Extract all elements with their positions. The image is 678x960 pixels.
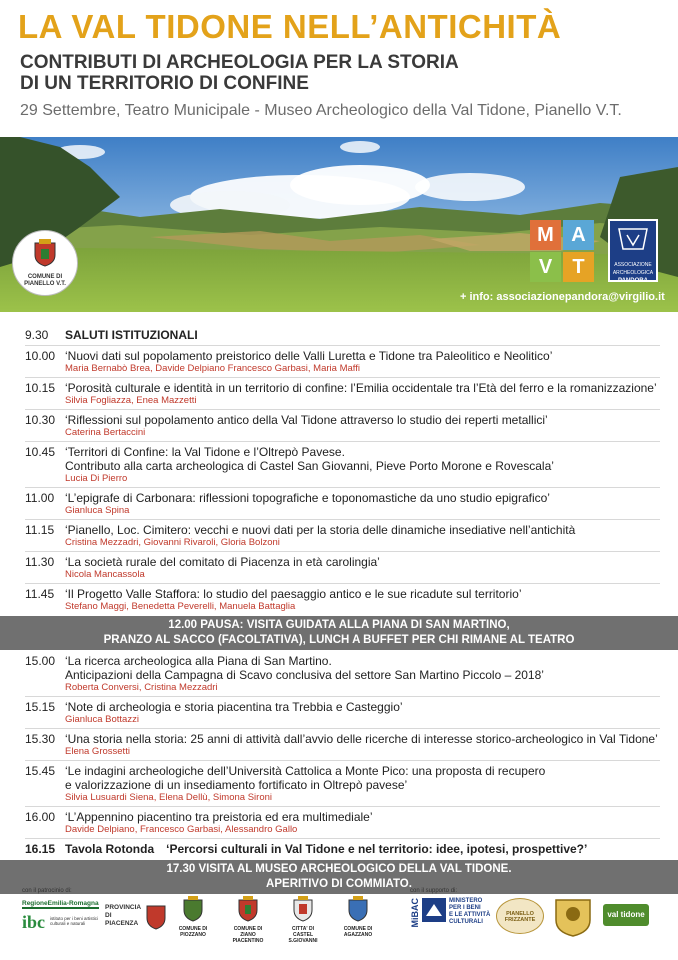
closing-line: 17.30 VISITA AL MUSEO ARCHEOLOGICO DELLA VAL TIDONE.	[166, 863, 512, 875]
patronage-label: con il patrocinio di:	[22, 888, 72, 894]
talk-authors: Elena Grossetti	[65, 746, 130, 757]
talk-title: ‘Pianello, Loc. Cimitero: vecchi e nuovi dati per la storia delle dinamiche insediative nell’antichità	[65, 523, 576, 537]
closing-line: APERITIVO DI COMMIATO.	[266, 878, 412, 890]
talk-title: ‘L’epigrafe di Carbonara: riflessioni topografiche e toponomastiche da uno studio epigrafico’	[65, 491, 550, 505]
schedule-item	[0, 491, 678, 517]
header	[0, 0, 678, 135]
divider	[25, 377, 660, 378]
comune-line: CITTA' DI	[292, 926, 314, 932]
subtitle-line: CONTRIBUTI DI ARCHEOLOGIA PER LA STORIA	[20, 52, 459, 73]
session-time: 10.15	[25, 381, 56, 395]
comune-piozzano-label	[170, 926, 216, 938]
talk-title: ‘L’Appennino piacentino tra preistoria ed era multimediale’	[65, 810, 373, 824]
talk-authors: Gianluca Bottazzi	[65, 714, 139, 725]
schedule-item	[0, 555, 678, 581]
page-title: LA VAL TIDONE NELL’ANTICHITÀ	[18, 8, 562, 45]
page-subtitle	[20, 52, 459, 94]
regione-logo: RegioneEmilia-Romagna	[22, 900, 99, 907]
divider	[25, 519, 660, 520]
roundtable-title: ‘Percorsi culturali in Val Tidone e nel territorio: idee, ipotesi, prospettive?’	[166, 842, 588, 856]
pandora-logo	[608, 219, 658, 282]
schedule-item	[0, 700, 678, 726]
mavt-letter: A	[563, 220, 594, 250]
session-time: 11.45	[25, 587, 55, 601]
sponsors-footer	[0, 882, 678, 960]
session-time: 11.00	[25, 491, 55, 505]
session-time: 16.15	[25, 842, 56, 856]
event-dateline: 29 Settembre, Teatro Municipale - Museo Archeologico della Val Tidone, Pianello V.T.	[20, 102, 622, 119]
talk-title: ‘Una storia nella storia: 25 anni di attività dall’avvio delle ricerche di interesse storico-archeologico in Val Tidone’	[65, 732, 658, 746]
ministero-line: E LE ATTIVITÀ	[449, 912, 491, 918]
talk-title: ‘Le indagini archeologiche dell’Università Cattolica a Monte Pico: una proposta di recupero	[65, 764, 546, 778]
divider	[25, 760, 660, 761]
talk-authors: Gianluca Spina	[65, 505, 130, 516]
divider	[25, 409, 660, 410]
break-line: PRANZO AL SACCO (FACOLTATIVA), LUNCH A BUFFET PER CHI RIMANE AL TEATRO	[103, 634, 575, 646]
lunch-break-band	[0, 616, 678, 650]
session-time: 15.00	[25, 654, 56, 668]
divider	[25, 345, 660, 346]
session-time: 15.45	[25, 764, 56, 778]
talk-title-continued: e valorizzazione di un insediamento fortificato in Oltrepò pavese’	[65, 778, 408, 792]
comune-label: PIANELLO V.T.	[24, 281, 66, 287]
comune-line: ZIANO PIACENTINO	[232, 932, 264, 944]
talk-authors: Cristina Mezzadri, Giovanni Rivaroli, Gloria Bolzoni	[65, 537, 280, 548]
comune-line: COMUNE DI	[178, 926, 208, 932]
comune-line: COMUNE DI	[343, 926, 373, 932]
divider	[25, 728, 660, 729]
piozzano-shield-icon	[183, 896, 203, 922]
session-time: 10.30	[25, 413, 56, 427]
talk-title: ‘La società rurale del comitato di Piacenza in età carolingia’	[65, 555, 380, 569]
ministero-line: PER I BENI	[449, 905, 481, 911]
talk-title: ‘Note di archeologia e storia piacentina tra Trebbia e Casteggio’	[65, 700, 403, 714]
comune-pianello-logo	[12, 230, 78, 296]
session-title: SALUTI ISTITUZIONALI	[65, 328, 198, 342]
ministero-emblem-icon	[422, 898, 446, 922]
schedule-item	[0, 810, 678, 836]
schedule-item	[0, 654, 678, 694]
val-tidone-logo: val tidone	[603, 904, 649, 926]
pandora-label: ARCHEOLOGICA	[612, 270, 654, 276]
talk-authors: Silvia Lusuardi Siena, Elena Dellù, Simona Sironi	[65, 792, 273, 803]
schedule-item	[0, 764, 678, 804]
talk-authors: Roberta Conversi, Cristina Mezzadri	[65, 682, 218, 693]
talk-authors: Silvia Fogliazza, Enea Mazzetti	[65, 395, 197, 406]
ministero-line: CULTURALI	[449, 919, 483, 925]
program-schedule	[0, 328, 678, 894]
talk-title-continued: Contributo alla carta archeologica di Castel San Giovanni, Pieve Porto Morone e Rovescala’	[65, 459, 554, 473]
mavt-letter: T	[563, 252, 594, 282]
talk-title-continued: Anticipazioni della Campagna di Scavo conclusiva del settore San Martino Piccolo – 2018’	[65, 668, 544, 682]
agazzano-shield-icon	[348, 896, 368, 922]
session-time: 15.15	[25, 700, 56, 714]
divider	[25, 487, 660, 488]
talk-authors: Davide Delpiano, Francesco Garbasi, Alessandro Gallo	[65, 824, 298, 835]
comune-line: PIOZZANO	[180, 932, 206, 938]
mavt-logo	[530, 220, 594, 282]
schedule-item	[0, 381, 678, 407]
schedule-item	[0, 732, 678, 758]
support-label: con il supporto di:	[410, 888, 458, 894]
ibc-logo: ibc	[22, 912, 46, 932]
info-contact: + info: associazionepandora@virgilio.it	[460, 291, 665, 303]
comune-ziano-label	[225, 926, 271, 944]
ministero-label	[449, 898, 490, 926]
talk-authors: Stefano Maggi, Benedetta Peverelli, Manuela Battaglia	[65, 601, 296, 612]
pandora-emblem-icon	[613, 225, 653, 255]
divider	[25, 806, 660, 807]
ibc-description: istituto per i beni artistici culturali e naturali	[50, 916, 99, 926]
provincia-logo: PROVINCIA DI PIACENZA	[105, 904, 141, 927]
talk-authors: Maria Bernabò Brea, Davide Delpiano Francesco Garbasi, Maria Maffi	[65, 363, 360, 374]
pandora-label: PANDORA	[618, 278, 648, 284]
subtitle-line: DI UN TERRITORIO DI CONFINE	[20, 73, 309, 94]
pandora-label: ASSOCIAZIONE	[614, 262, 652, 268]
comune-line: COMUNE DI	[233, 926, 263, 932]
schedule-item	[0, 842, 678, 856]
mavt-letter: V	[530, 252, 561, 282]
divider	[25, 441, 660, 442]
divider	[25, 838, 660, 839]
session-time: 11.30	[25, 555, 55, 569]
schedule-item	[0, 445, 678, 485]
schedule-item	[0, 328, 678, 342]
roundtable-label: Tavola Rotonda	[65, 842, 155, 856]
talk-title: ‘Nuovi dati sul popolamento preistorico delle Valli Luretta e Tidone tra Paleolitico e Neolitico’	[65, 349, 553, 363]
session-time: 10.45	[25, 445, 56, 459]
comune-label: COMUNE DI	[27, 274, 63, 280]
roundtable	[65, 842, 678, 856]
comune-castel-label	[280, 926, 326, 944]
divider	[25, 583, 660, 584]
break-line: 12.00 PAUSA: VISITA GUIDATA ALLA PIANA DI SAN MARTINO,	[168, 619, 510, 631]
ziano-shield-icon	[238, 896, 258, 922]
talk-title: ‘Territori di Confine: la Val Tidone e l’Oltrepò Pavese.	[65, 445, 345, 459]
wine-crest-icon	[552, 894, 594, 938]
provincia-shield-icon	[146, 904, 166, 930]
schedule-item	[0, 587, 678, 613]
comune-line: AGAZZANO	[343, 932, 373, 938]
talk-title: ‘Porosità culturale e identità in un territorio di confine: l’Emilia occidentale tra l’Età del ferro e la romanizzazione’	[65, 381, 657, 395]
session-time: 10.00	[25, 349, 56, 363]
session-time: 16.00	[25, 810, 56, 824]
talk-authors: Caterina Bertaccini	[65, 427, 146, 438]
comune-shield-icon	[33, 239, 57, 267]
divider	[25, 551, 660, 552]
talk-title: ‘Riflessioni sul popolamento antico della Val Tidone attraverso lo studio dei reperti metallici’	[65, 413, 548, 427]
schedule-item	[0, 349, 678, 375]
schedule-item	[0, 413, 678, 439]
pianello-frizzante-logo: PIANELLO FRIZZANTE	[496, 898, 544, 934]
talk-authors: Nicola Mancassola	[65, 569, 145, 580]
comune-agazzano-label	[335, 926, 381, 938]
divider	[25, 696, 660, 697]
session-time: 15.30	[25, 732, 56, 746]
talk-authors: Lucia Di Pierro	[65, 473, 128, 484]
castel-san-giovanni-shield-icon	[293, 896, 313, 922]
talk-title: ‘Il Progetto Valle Staffora: lo studio del paesaggio antico e le sue ricadute sul territorio’	[65, 587, 522, 601]
mavt-letter: M	[530, 220, 561, 250]
ministero-line: MINISTERO	[449, 898, 483, 904]
mibac-logo: MiBAC	[410, 898, 420, 928]
comune-line: CASTEL S.GIOVANNI	[288, 932, 318, 944]
session-time: 11.15	[25, 523, 55, 537]
talk-title: ‘La ricerca archeologica alla Piana di San Martino.	[65, 654, 332, 668]
session-time: 9.30	[25, 328, 49, 342]
schedule-item	[0, 523, 678, 549]
